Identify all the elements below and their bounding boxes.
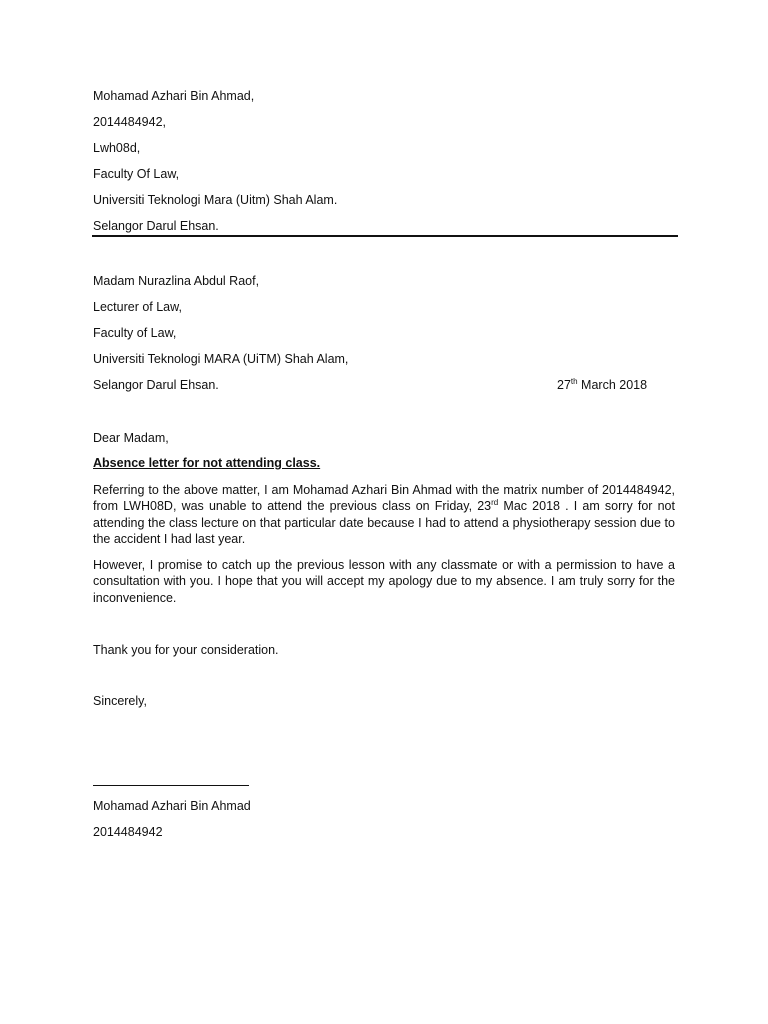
- date-day: 27: [557, 378, 571, 392]
- recipient-faculty: Faculty of Law,: [93, 326, 177, 340]
- recipient-state: Selangor Darul Ehsan.: [93, 378, 219, 392]
- date-suffix: th: [570, 377, 578, 386]
- letter-date: [557, 377, 647, 393]
- body-paragraph-2: However, I promise to catch up the previous lesson with any classmate or with a permission to have a consultation with you. I hope that you will accept my apology due to my absence. I am truly sorry for the inconvenience.: [93, 558, 675, 605]
- subject-line: Absence letter for not attending class.: [93, 456, 321, 470]
- closing: Sincerely,: [93, 694, 147, 708]
- sender-faculty: Faculty Of Law,: [93, 167, 180, 181]
- sender-matrix-number: 2014484942,: [93, 115, 166, 129]
- signature-matrix: 2014484942: [93, 825, 163, 839]
- sender-university: Universiti Teknologi Mara (Uitm) Shah Alam.: [93, 193, 338, 207]
- signature-name: Mohamad Azhari Bin Ahmad: [93, 799, 251, 813]
- recipient-university: Universiti Teknologi MARA (UiTM) Shah Alam,: [93, 352, 349, 366]
- date-month-year: March 2018: [577, 378, 648, 392]
- recipient-name: Madam Nurazlina Abdul Raof,: [93, 274, 260, 288]
- signature-line: [93, 785, 249, 786]
- body-paragraph-1: Referring to the above matter, I am Mohamad Azhari Bin Ahmad with the matrix number of 2014484942, from LWH08D, was unable to attend the previous class on Friday, 23rd Mac 2018 . I am sorry for not attending the class lecture on that particular date because I had to attend a physiotherapy session due to the accident I had last year.: [93, 483, 675, 546]
- thanks-line: Thank you for your consideration.: [93, 643, 279, 657]
- recipient-title: Lecturer of Law,: [93, 300, 182, 314]
- header-divider: [92, 235, 678, 237]
- sender-group: Lwh08d,: [93, 141, 141, 155]
- salutation: Dear Madam,: [93, 431, 169, 445]
- sender-state: Selangor Darul Ehsan.: [93, 219, 219, 233]
- sender-name: Mohamad Azhari Bin Ahmad,: [93, 89, 255, 103]
